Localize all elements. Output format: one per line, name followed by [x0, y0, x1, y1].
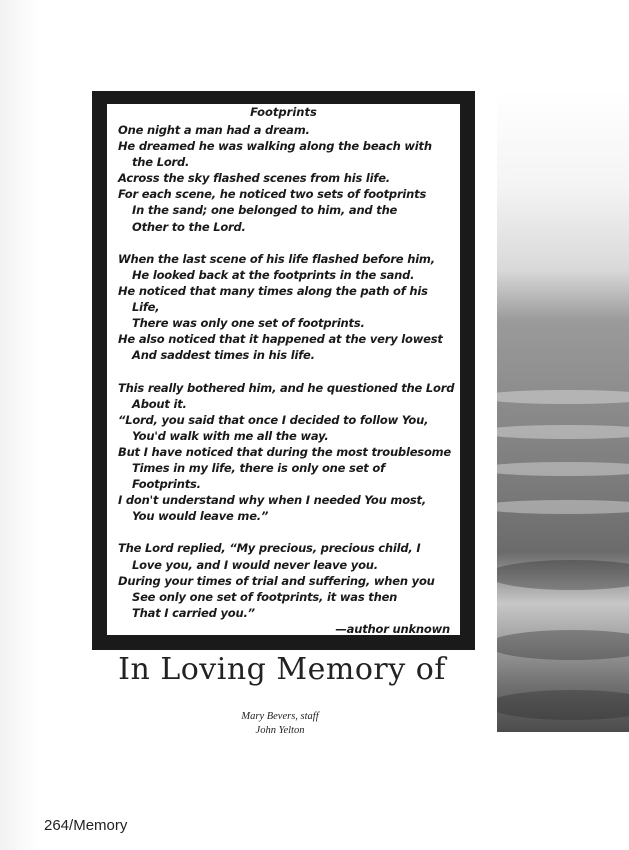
memorial-names [180, 710, 380, 738]
poem-line: Life, [132, 300, 160, 315]
poem-line: There was only one set of footprints. [132, 316, 365, 331]
poem-line: Times in my life, there is only one set of [132, 460, 385, 475]
poem-line: That I carried you.” [132, 605, 255, 620]
poem-line: I don't understand why when I needed You most, [118, 493, 427, 508]
poem-line: “Lord, you said that once I decided to follow You, [118, 412, 429, 427]
poem-line: Across the sky flashed scenes from his life. [118, 171, 390, 186]
poem-body [118, 122, 460, 637]
poem-line: When the last scene of his life flashed before him, [118, 251, 435, 266]
poem-line: Other to the Lord. [132, 219, 246, 234]
poem-line: Footprints. [132, 477, 201, 492]
poem-title: Footprints [250, 105, 317, 119]
poem-line: He looked back at the footprints in the sand. [132, 267, 415, 282]
poem-line: During your times of trial and suffering, when you [118, 573, 435, 588]
poem-line: He also noticed that it happened at the very lowest [118, 332, 443, 347]
stanza-break [118, 524, 460, 540]
poem-line: You'd walk with me all the way. [132, 428, 329, 443]
poem-line: This really bothered him, and he questioned the Lord [118, 380, 455, 395]
memorial-name: John Yelton [255, 725, 305, 736]
ocean-photo [497, 90, 629, 732]
stanza-break [118, 363, 460, 379]
poem-line: But I have noticed that during the most troublesome [118, 444, 452, 459]
poem-line: He dreamed he was walking along the beach with [118, 139, 432, 154]
stanza-break [118, 235, 460, 251]
poem-line: One night a man had a dream. [118, 123, 310, 137]
memorial-name: Mary Bevers, staff [241, 711, 319, 722]
poem-line: Love you, and I would never leave you. [132, 557, 378, 572]
poem-line: You would leave me.” [132, 509, 269, 524]
poem-line: And saddest times in his life. [132, 348, 315, 363]
poem-line: In the sand; one belonged to him, and the [132, 203, 398, 218]
memorial-heading: In Loving Memory of [118, 652, 446, 687]
page-folio: 264/Memory [44, 817, 128, 834]
poem-line: He noticed that many times along the path of his [118, 283, 428, 298]
poem-attribution: —author unknown [335, 621, 450, 636]
poem-line: For each scene, he noticed two sets of footprints [118, 187, 427, 202]
poem-line: See only one set of footprints, it was then [132, 589, 398, 604]
poem-line: the Lord. [132, 155, 190, 170]
poem-line: About it. [132, 396, 187, 411]
poem-line: The Lord replied, “My precious, precious child, I [118, 541, 421, 556]
